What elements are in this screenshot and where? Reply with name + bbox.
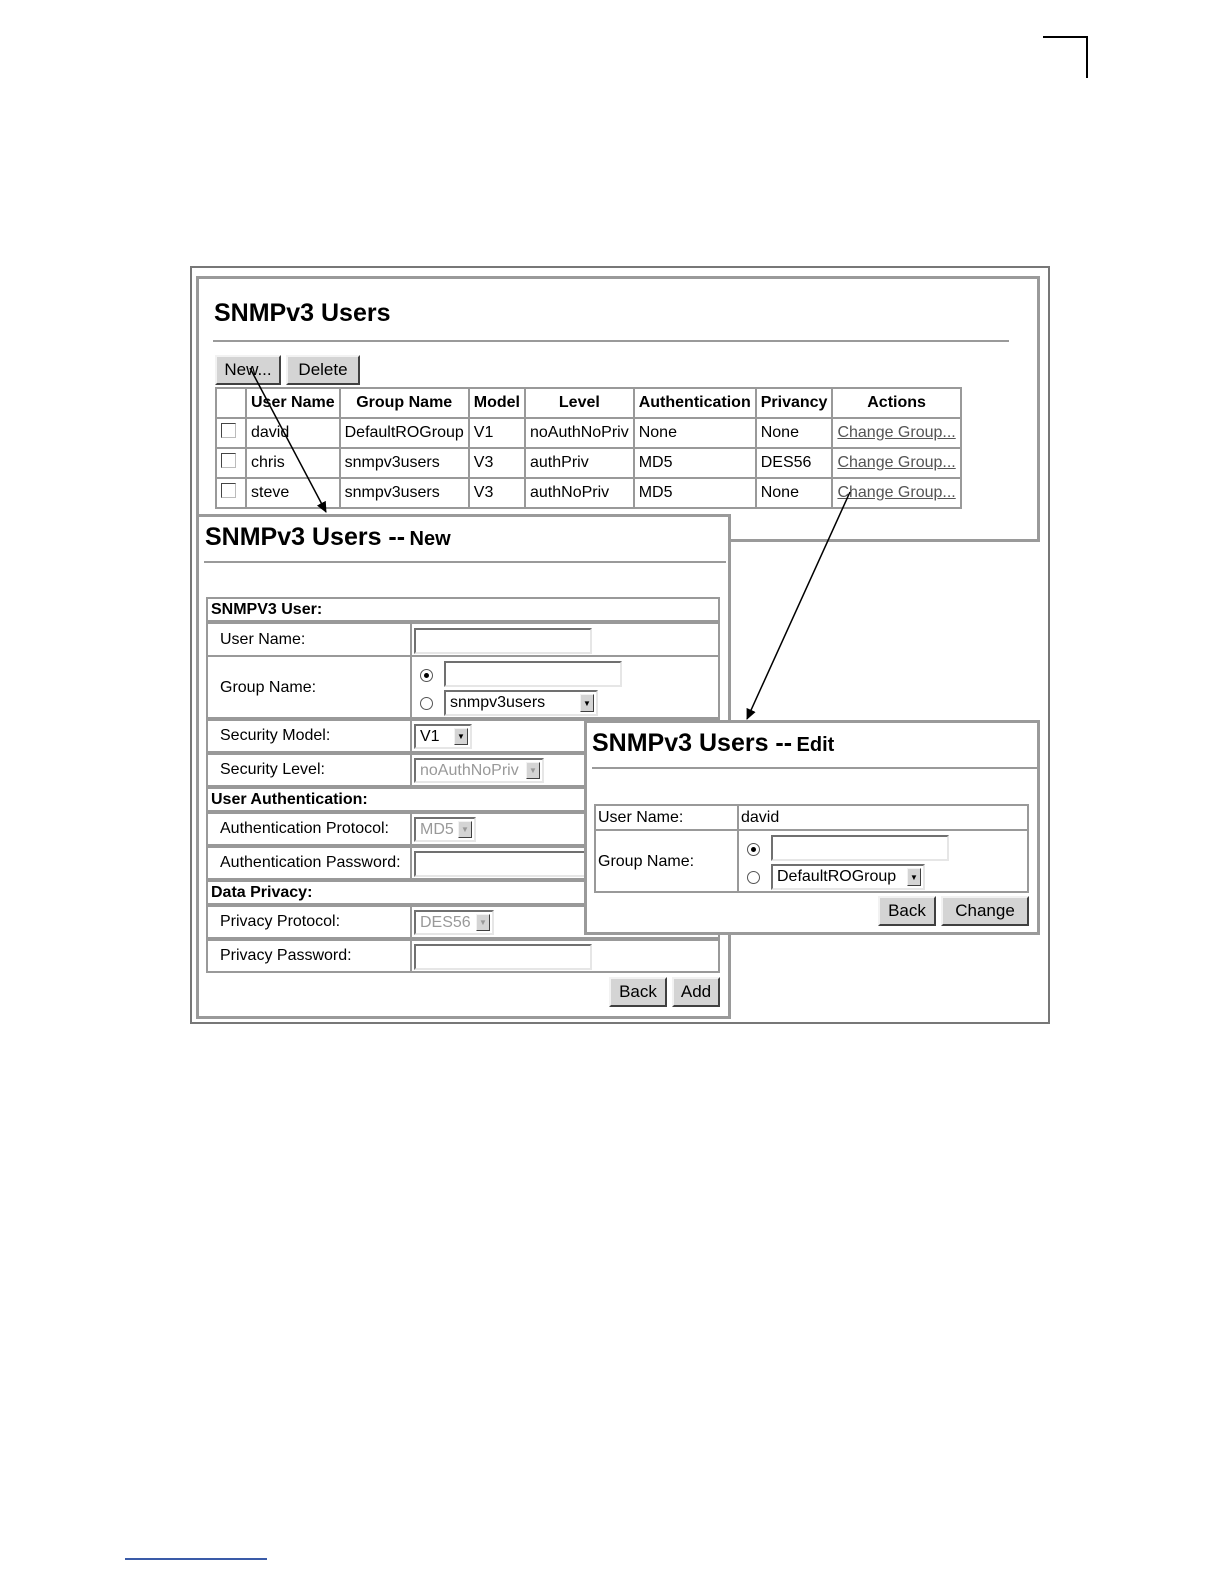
auth-protocol-value: MD5 [420,820,454,838]
column-header-user-name: User Name [246,388,340,418]
change-button[interactable]: Change [941,896,1029,926]
security-level-value: noAuthNoPriv [420,761,519,779]
add-button[interactable]: Add [672,977,720,1007]
cell-group-name: DefaultROGroup [340,418,469,448]
priv-protocol-value: DES56 [420,913,471,931]
group-name-label: Group Name: [220,679,317,696]
back-button[interactable]: Back [609,977,667,1007]
cell-authentication: MD5 [634,478,756,508]
new-button[interactable]: New... [215,355,281,385]
chevron-down-icon: ▼ [526,762,540,779]
cell-privacy: None [756,478,833,508]
column-header-privacy: Privancy [756,388,833,418]
column-header-authentication: Authentication [634,388,756,418]
security-model-label: Security Model: [220,727,331,744]
cell-authentication: None [634,418,756,448]
chevron-down-icon: ▼ [907,868,921,886]
change-group-link[interactable]: Change Group... [837,484,956,501]
chevron-down-icon: ▼ [454,728,468,745]
cell-authentication: MD5 [634,448,756,478]
edit-user-name-value: david [741,809,780,826]
column-header-model: Model [469,388,525,418]
section-label: Data Privacy: [211,884,313,901]
cell-level: noAuthNoPriv [525,418,634,448]
cell-group-name: snmpv3users [340,478,469,508]
arrow-new-to-new-panel [250,368,326,512]
edit-back-button[interactable]: Back [878,896,936,926]
cell-model: V3 [469,448,525,478]
auth-password-label: Authentication Password: [220,854,401,871]
cell-user-name: david [246,418,340,448]
edit-panel-title-sub: Edit [796,734,835,756]
cell-group-name: snmpv3users [340,448,469,478]
group-name-select-value: snmpv3users [450,694,546,711]
auth-protocol-label: Authentication Protocol: [220,820,389,837]
edit-user-name-label: User Name: [598,809,684,826]
section-label: User Authentication: [211,791,368,808]
change-group-link[interactable]: Change Group... [837,454,956,471]
cell-level: authNoPriv [525,478,634,508]
priv-protocol-label: Privacy Protocol: [220,913,341,930]
page-title: SNMPv3 Users [214,299,391,327]
new-panel-title-main: SNMPv3 Users -- [205,523,406,551]
delete-button[interactable]: Delete [286,355,360,385]
column-header-level: Level [525,388,634,418]
cell-user-name: chris [246,448,340,478]
edit-group-name-select-value: DefaultROGroup [777,868,897,885]
user-name-label: User Name: [220,631,306,648]
cell-privacy: None [756,418,833,448]
chevron-down-icon: ▼ [476,914,490,931]
cell-level: authPriv [525,448,634,478]
new-panel-title-sub: New [409,528,451,550]
cell-user-name: steve [246,478,340,508]
section-label: SNMPV3 User: [211,601,323,618]
priv-password-label: Privacy Password: [220,947,352,964]
cell-model: V3 [469,478,525,508]
chevron-down-icon: ▼ [458,821,472,838]
cell-privacy: DES56 [756,448,833,478]
change-group-link[interactable]: Change Group... [837,424,956,441]
security-model-value: V1 [420,727,440,745]
cell-model: V1 [469,418,525,448]
edit-group-name-label: Group Name: [598,853,695,870]
column-header-group-name: Group Name [340,388,469,418]
arrow-change-to-edit-panel [747,492,850,719]
security-level-label: Security Level: [220,761,325,778]
edit-panel-title-main: SNMPv3 Users -- [592,729,793,757]
column-header-actions: Actions [832,388,960,418]
chevron-down-icon: ▼ [580,694,594,712]
